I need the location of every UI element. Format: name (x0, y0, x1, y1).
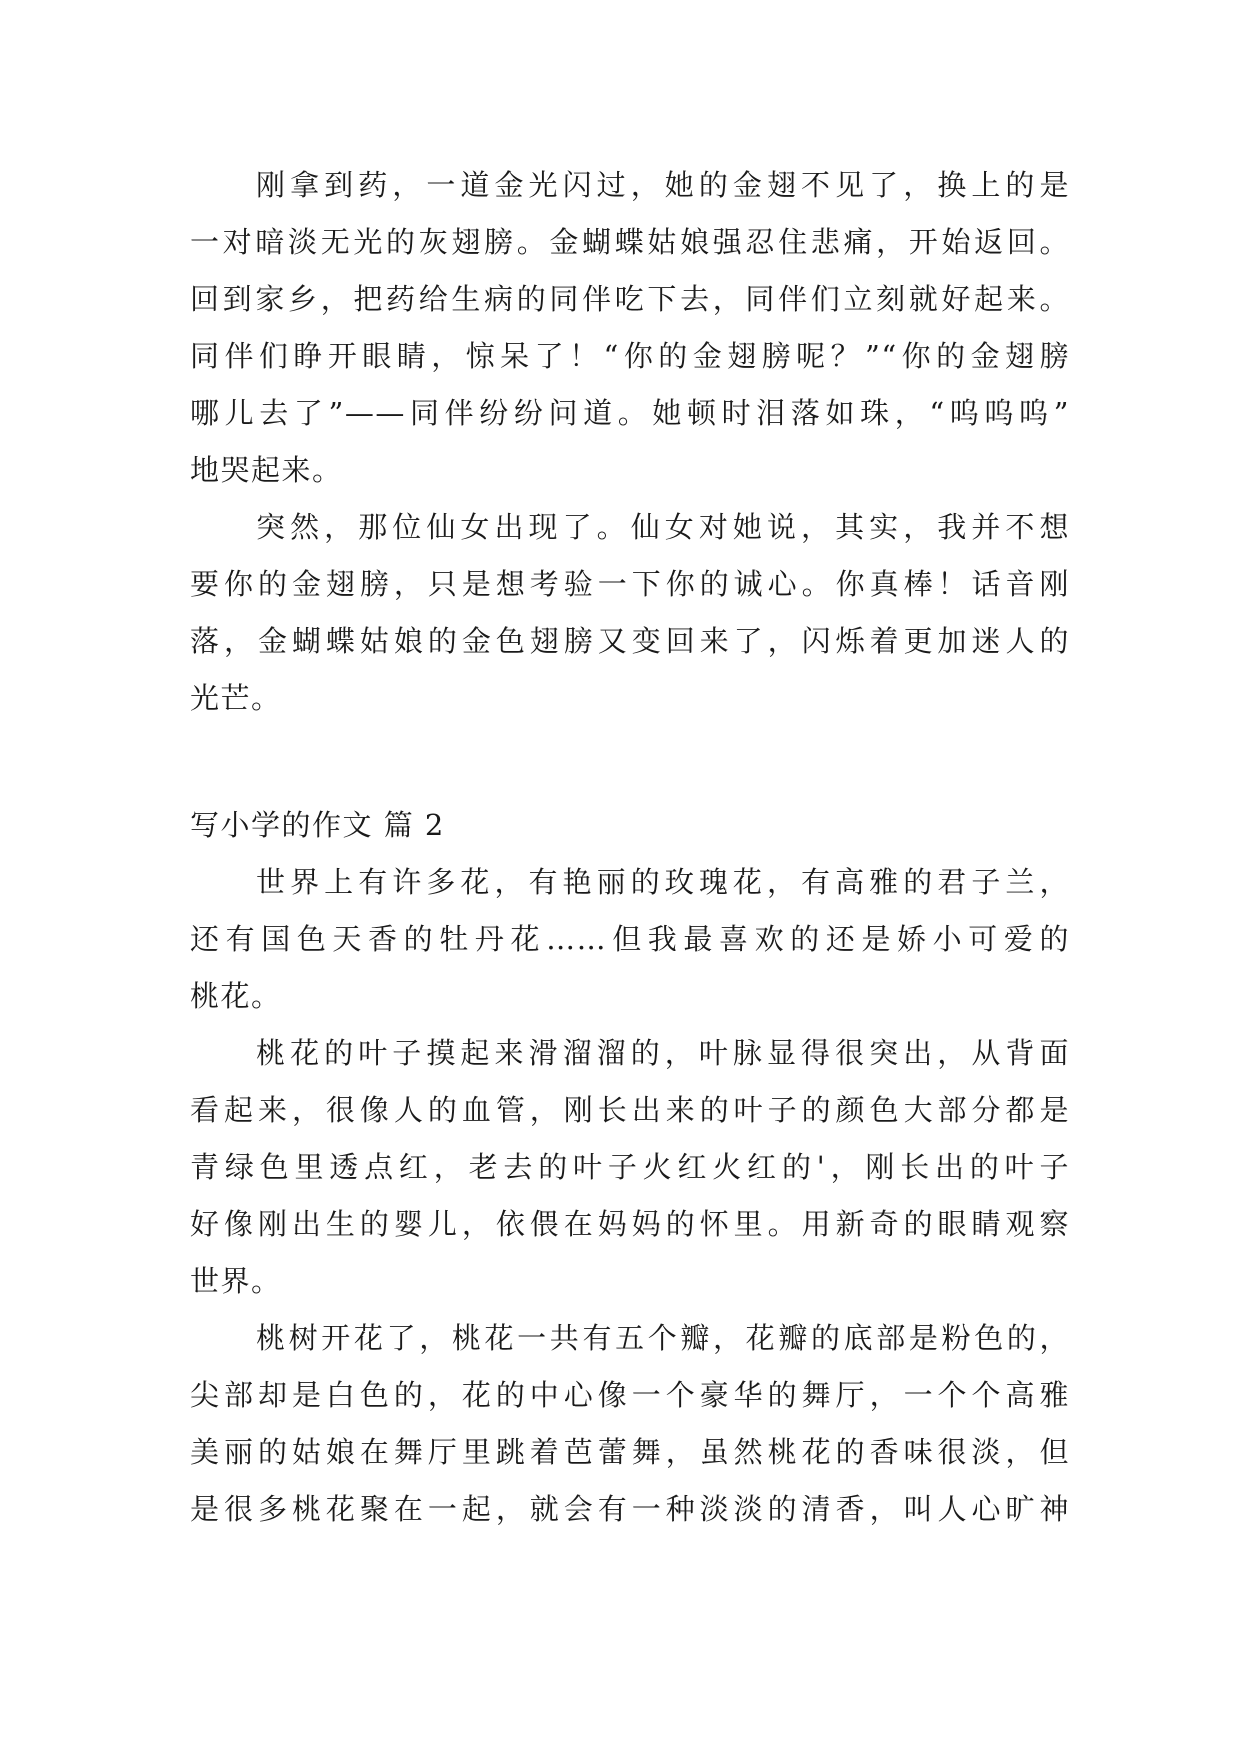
paragraph-5-line-2: 尖部却是白色的，花的中心像一个豪华的舞厅，一个个高雅 (190, 1378, 1070, 1412)
paragraph-1-line-5: 哪儿去了”——同伴纷纷问道。她顿时泪落如珠，“呜呜呜” (190, 396, 1070, 430)
paragraph-2-line-4: 光芒。 (190, 681, 282, 715)
paragraph-2-line-1: 突然，那位仙女出现了。仙女对她说，其实，我并不想 (256, 510, 1070, 544)
paragraph-5-line-4: 是很多桃花聚在一起，就会有一种淡淡的清香，叫人心旷神 (190, 1492, 1070, 1526)
paragraph-4-line-4: 好像刚出生的婴儿，依偎在妈妈的怀里。用新奇的眼睛观察 (190, 1207, 1070, 1241)
paragraph-4-line-2: 看起来，很像人的血管，刚长出来的叶子的颜色大部分都是 (190, 1093, 1070, 1127)
paragraph-1-line-4: 同伴们睁开眼睛，惊呆了！“你的金翅膀呢？”“你的金翅膀 (190, 339, 1070, 373)
paragraph-1-line-2: 一对暗淡无光的灰翅膀。金蝴蝶姑娘强忍住悲痛，开始返回。 (190, 225, 1070, 259)
paragraph-1-line-1: 刚拿到药，一道金光闪过，她的金翅不见了，换上的是 (256, 168, 1070, 202)
paragraph-2-line-3: 落，金蝴蝶姑娘的金色翅膀又变回来了，闪烁着更加迷人的 (190, 624, 1070, 658)
paragraph-4-line-1: 桃花的叶子摸起来滑溜溜的，叶脉显得很突出，从背面 (256, 1036, 1070, 1070)
paragraph-4-line-5: 世界。 (190, 1264, 282, 1298)
paragraph-2-line-2: 要你的金翅膀，只是想考验一下你的诚心。你真棒！话音刚 (190, 567, 1070, 601)
paragraph-1-line-6: 地哭起来。 (190, 453, 343, 487)
paragraph-5-line-3: 美丽的姑娘在舞厅里跳着芭蕾舞，虽然桃花的香味很淡，但 (190, 1435, 1070, 1469)
paragraph-1-line-3: 回到家乡，把药给生病的同伴吃下去，同伴们立刻就好起来。 (190, 282, 1070, 316)
paragraph-5-line-1: 桃树开花了，桃花一共有五个瓣，花瓣的底部是粉色的， (256, 1321, 1070, 1355)
paragraph-3-line-3: 桃花。 (190, 979, 282, 1013)
section-heading: 写小学的作文 篇 2 (190, 808, 445, 842)
paragraph-3-line-2: 还有国色天香的牡丹花……但我最喜欢的还是娇小可爱的 (190, 922, 1070, 956)
paragraph-4-line-3: 青绿色里透点红，老去的叶子火红火红的'，刚长出的叶子 (190, 1150, 1070, 1184)
paragraph-3-line-1: 世界上有许多花，有艳丽的玫瑰花，有高雅的君子兰， (256, 865, 1070, 899)
